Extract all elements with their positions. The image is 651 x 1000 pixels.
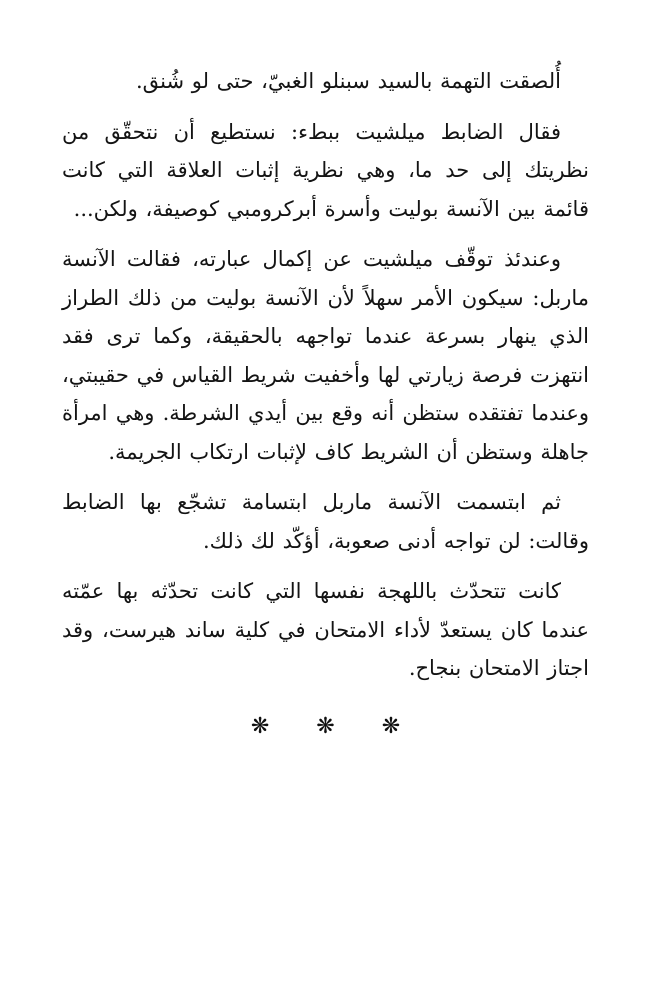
paragraph-2: فقال الضابط ميلشيت ببطء: نستطيع أن نتحقّق من نظريتك إلى حد ما، وهي نظرية إثبات العلاقة التي كانت قائمة بين الآنسة بوليت وأسرة أبركرومبي كوصيفة، ولكن... [62,119,589,221]
paragraph-4: ثم ابتسمت الآنسة ماربل ابتسامة تشجّع بها الضابط وقالت: لن تواجه أدنى صعوبة، أؤكّد لك ذلك. [62,490,589,553]
paragraph-5: كانت تتحدّث باللهجة نفسها التي كانت تحدّثه بها عمّته عندما كان يستعدّ لأداء الامتحان في كلية ساند هيرست، وقد اجتاز الامتحان بنجاح. [62,579,589,680]
paragraph-3: وعندئذ توقّف ميلشيت عن إكمال عبارته، فقالت الآنسة ماربل: سيكون الأمر سهلاً لأن الآنسة بوليت من ذلك الطراز الذي ينهار بسرعة عندما تواجهه بالحقيقة، وكما ترى فقد انتهزت فرصة زيارتي لها وأخفيت شريط القياس في حقيبتي، وعندما تفتقده ستظن أنه وقع بين أيدي الشرطة. وهي امرأة جاهلة وستظن أن الشريط كاف لإثبات ارتكاب الجريمة. [62,247,589,464]
section-separator: ❋ ❋ ❋ [250,713,421,739]
paragraph-1: أُلصقت التهمة بالسيد سبنلو الغبيّ، حتى لو شُنق. [135,69,561,93]
